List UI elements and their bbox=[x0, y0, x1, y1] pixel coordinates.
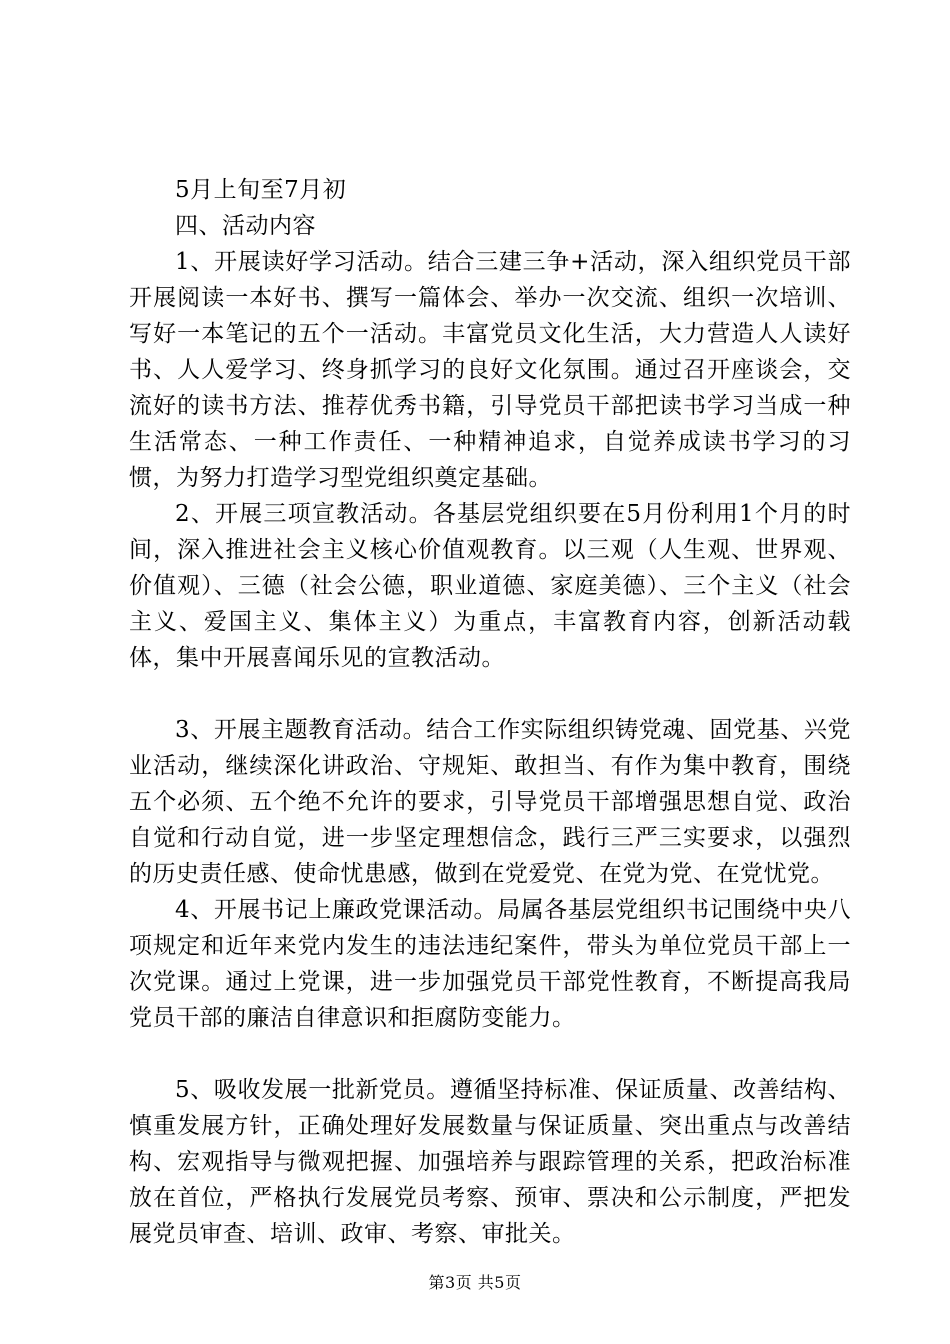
paragraph-new-members: 5、吸收发展一批新党员。遵循坚持标准、保证质量、改善结构、慎重发展方针，正确处理好发展数量与保证质量、突出重点与改善结构、宏观指导与微观把握、加强培养与跟踪管理的关系，把政治标准放在首位，严格执行发展党员考察、预审、票决和公示制度，严把发展党员审查、培训、政审、考察、审批关。 bbox=[129, 1077, 851, 1247]
document-body bbox=[129, 172, 851, 1252]
paragraph-publicity-activity: 2、开展三项宣教活动。各基层党组织要在5月份利用1个月的时间，深入推进社会主义核心价值观教育。以三观（人生观、世界观、价值观）、三德（社会公德，职业道德、家庭美德）、三个主义（社会主义、爱国主义、集体主义）为重点，丰富教育内容，创新活动载体，集中开展喜闻乐见的宣教活动。 bbox=[129, 501, 851, 671]
section-heading: 四、活动内容 bbox=[175, 213, 316, 239]
page-number-footer: 第3页 共5页 bbox=[428, 1273, 522, 1292]
paragraph-theme-education: 3、开展主题教育活动。结合工作实际组织铸党魂、固党基、兴党业活动，继续深化讲政治、守规矩、敢担当、有作为集中教育，围绕五个必须、五个绝不允许的要求，引导党员干部增强思想自觉、政治自觉和行动自觉，进一步坚定理想信念，践行三严三实要求，以强烈的历史责任感、使命忧患感，做到在党爱党、在党为党、在党忧党。 bbox=[129, 717, 851, 887]
paragraph-integrity-lecture: 4、开展书记上廉政党课活动。局属各基层党组织书记围绕中央八项规定和近年来党内发生的违法违纪案件，带头为单位党员干部上一次党课。通过上党课，进一步加强党员干部党性教育，不断提高我局党员干部的廉洁自律意识和拒腐防变能力。 bbox=[129, 897, 851, 1031]
date-range-line: 5月上旬至7月初 bbox=[175, 177, 347, 203]
paragraph-reading-activity: 1、开展读好学习活动。结合三建三争+活动，深入组织党员干部开展阅读一本好书、撰写一篇体会、举办一次交流、组织一次培训、写好一本笔记的五个一活动。丰富党员文化生活，大力营造人人读好书、人人爱学习、终身抓学习的良好文化氛围。通过召开座谈会，交流好的读书方法、推荐优秀书籍，引导党员干部把读书学习当成一种生活常态、一种工作责任、一种精神追求，自觉养成读书学习的习惯，为努力打造学习型党组织奠定基础。 bbox=[129, 249, 851, 491]
